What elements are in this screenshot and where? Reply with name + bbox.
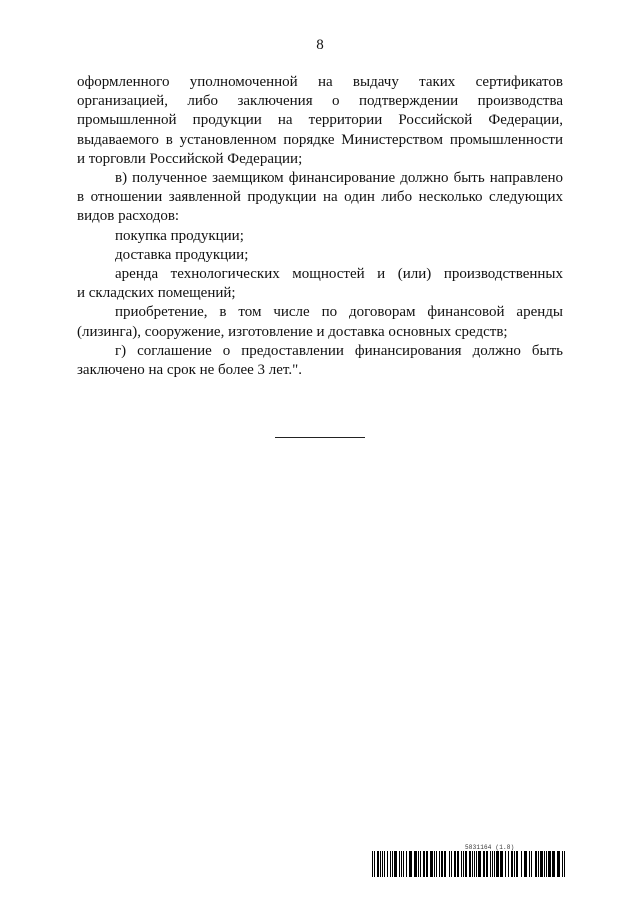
body-line-3: промышленной продукции на территории Российской Федерации, xyxy=(77,112,563,129)
body-line-5: и торговли Российской Федерации; xyxy=(77,150,303,167)
body-line-10: доставка продукции; xyxy=(115,246,249,263)
body-line-16: заключено на срок не более 3 лет.". xyxy=(77,362,302,379)
barcode-label: 5831164 (1.8) xyxy=(465,844,515,851)
body-line-15: г) соглашение о предоставлении финансирования должно быть xyxy=(115,342,563,359)
document-body xyxy=(77,73,563,380)
body-line-14: (лизинга), сооружение, изготовление и доставка основных средств; xyxy=(77,323,508,340)
body-line-4: выдаваемого в установленном порядке Министерством промышленности xyxy=(77,131,563,148)
page-number: 8 xyxy=(316,37,324,53)
end-separator-line xyxy=(275,437,365,438)
body-line-1: оформленного уполномоченной на выдачу таких сертификатов xyxy=(77,74,563,90)
body-line-2: организацией, либо заключения о подтверждении производства xyxy=(77,93,563,110)
body-line-11: аренда технологических мощностей и (или) производственных xyxy=(115,266,563,283)
body-line-8: видов расходов: xyxy=(77,208,180,225)
body-line-9: покупка продукции; xyxy=(115,227,244,244)
body-line-7: в отношении заявленной продукции на один либо несколько следующих xyxy=(77,189,563,206)
barcode-image xyxy=(372,851,565,877)
body-line-13: приобретение, в том числе по договорам финансовой аренды xyxy=(115,304,563,321)
body-line-6: в) полученное заемщиком финансирование должно быть направлено xyxy=(115,170,563,187)
body-line-12: и складских помещений; xyxy=(77,285,236,302)
